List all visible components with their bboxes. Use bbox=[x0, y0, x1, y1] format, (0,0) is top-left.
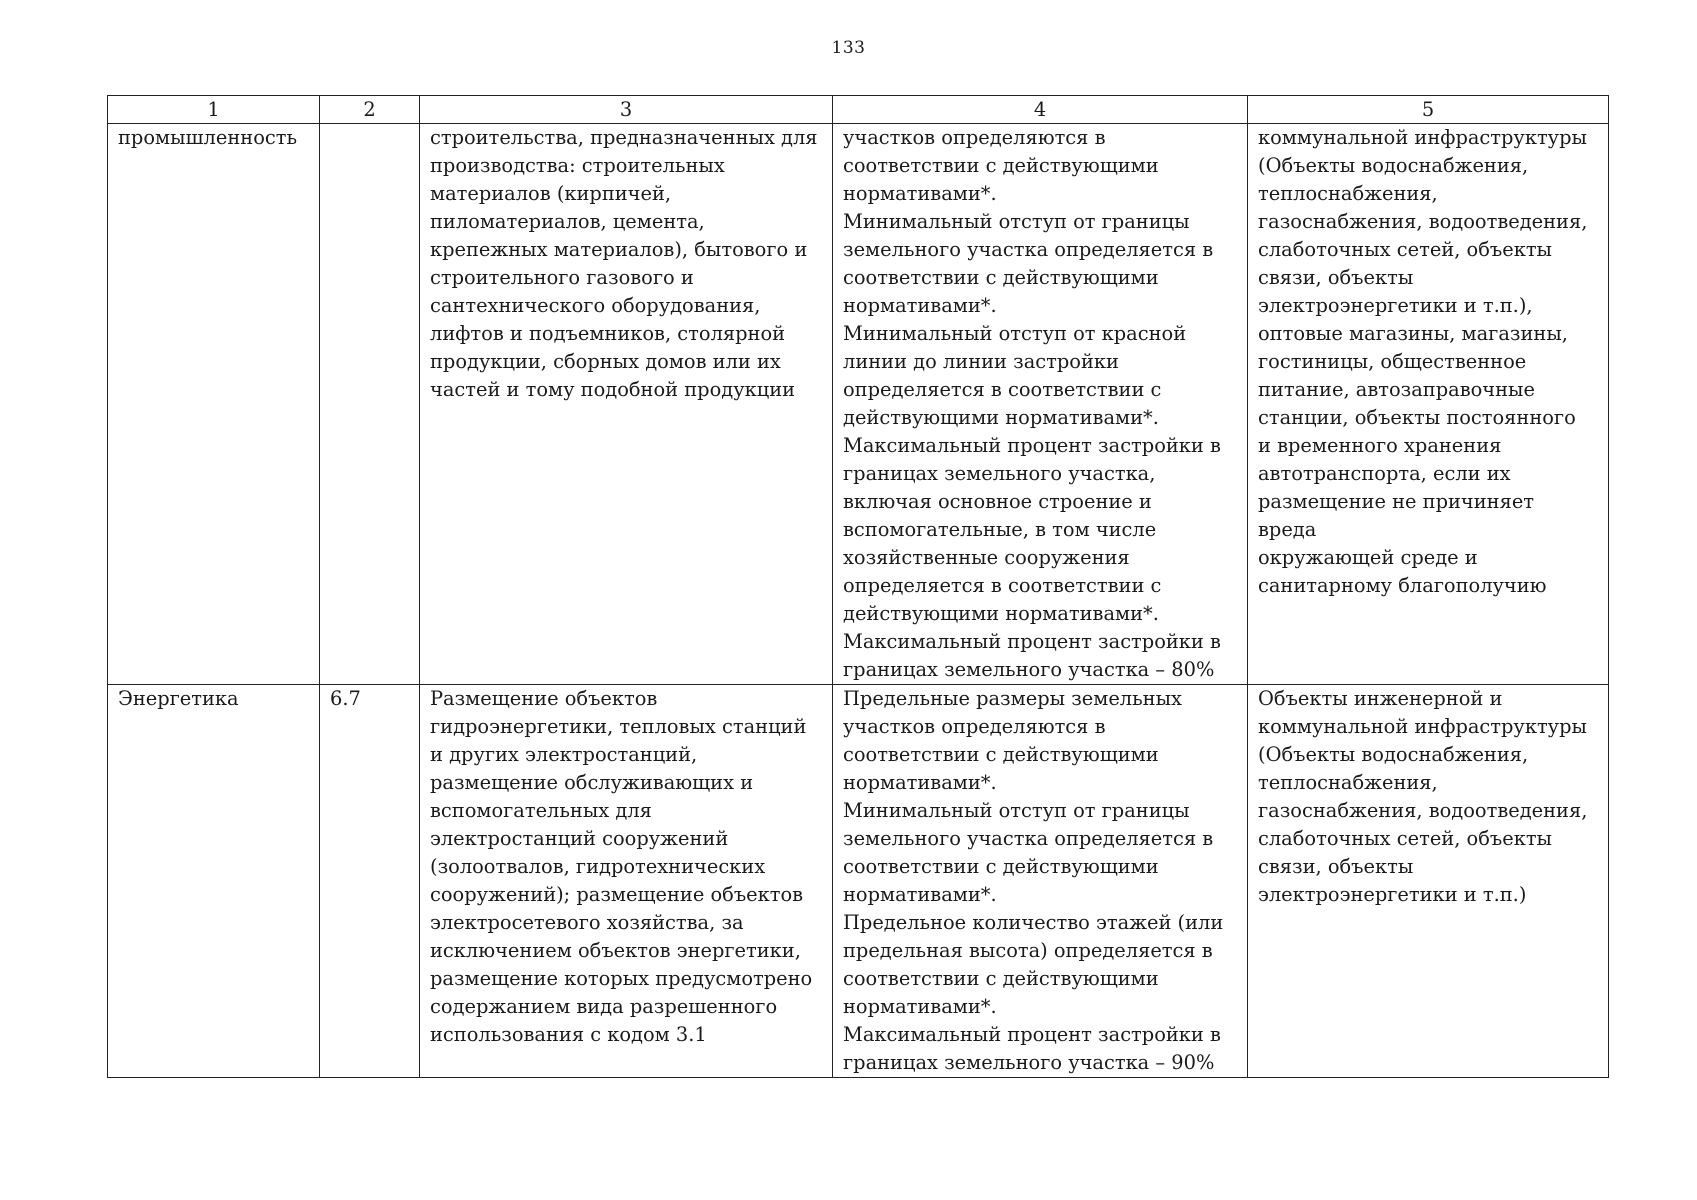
column-header-3: 3 bbox=[420, 96, 833, 124]
cell-name bbox=[108, 124, 320, 685]
cell-parameters bbox=[833, 124, 1248, 685]
row-auxiliary-text: Объекты инженерной и коммунальной инфраструктуры (Объекты водоснабжения, теплоснабжения, газоснабжения, водоотведения, слаботочных сетей, объекты связи, объекты электроэнергетики и т.п.) bbox=[1258, 687, 1588, 906]
cell-name bbox=[108, 685, 320, 1078]
cell-auxiliary bbox=[1248, 685, 1609, 1078]
row-parameters-text: участков определяются в соответствии с действующими нормативами*. Минимальный отступ от границы земельного участка определяется в соответствии с действующими нормативами*. Минимальный отступ от красной линии до линии застройки определяется в соответствии с действующими нормативами*. Максимальный процент застройки в границах земельного участка, включая основное строение и вспомогательные, в том числе хозяйственные сооружения определяется в соответствии с действующими нормативами*. Максимальный процент застройки в границах земельного участка – 80% bbox=[843, 126, 1221, 681]
row-parameters-text: Предельные размеры земельных участков определяются в соответствии с действующими нормативами*. Минимальный отступ от границы земельного участка определяется в соответствии с действующими нормативами*. Предельное количество этажей (или предельная высота) определяется в соответствии с действующими нормативами*. Максимальный процент застройки в границах земельного участка – 90% bbox=[843, 687, 1224, 1074]
table-row bbox=[108, 124, 1609, 685]
row-description-text: строительства, предназначенных для производства: строительных материалов (кирпичей, пиломатериалов, цемента, крепежных материалов), бытового и строительного газового и сантехнического оборудования, лифтов и подъемников, столярной продукции, сборных домов или их частей и тому подобной продукции bbox=[430, 126, 818, 401]
row-name-text: промышленность bbox=[118, 126, 298, 149]
cell-description bbox=[420, 685, 833, 1078]
table-body bbox=[108, 124, 1609, 1078]
table-header bbox=[108, 96, 1609, 124]
column-header-4: 4 bbox=[833, 96, 1248, 124]
column-header-2: 2 bbox=[320, 96, 420, 124]
page-number: 133 bbox=[831, 38, 866, 58]
row-code-text: 6.7 bbox=[330, 687, 361, 710]
cell-auxiliary bbox=[1248, 124, 1609, 685]
header-row bbox=[108, 96, 1609, 124]
cell-code bbox=[320, 124, 420, 685]
cell-description bbox=[420, 124, 833, 685]
row-name-text: Энергетика bbox=[118, 687, 239, 710]
row-description-text: Размещение объектов гидроэнергетики, тепловых станций и других электростанций, размещение обслуживающих и вспомогательных для электростанций сооружений (золоотвалов, гидротехнических сооружений); размещение объектов электросетевого хозяйства, за исключением объектов энергетики, размещение которых предусмотрено содержанием вида разрешенного использования с кодом 3.1 bbox=[430, 687, 813, 1046]
column-header-5: 5 bbox=[1248, 96, 1609, 124]
table-row bbox=[108, 685, 1609, 1078]
row-auxiliary-text: коммунальной инфраструктуры (Объекты водоснабжения, теплоснабжения, газоснабжения, водоотведения, слаботочных сетей, объекты связи, объекты электроэнергетики и т.п.), оптовые магазины, магазины, гостиницы, общественное питание, автозаправочные станции, объекты постоянного и временного хранения автотранспорта, если их размещение не причиняет вреда окружающей среде и санитарному благополучию bbox=[1258, 126, 1588, 597]
column-header-1: 1 bbox=[108, 96, 320, 124]
cell-code bbox=[320, 685, 420, 1078]
cell-parameters bbox=[833, 685, 1248, 1078]
land-use-table bbox=[107, 95, 1609, 1078]
